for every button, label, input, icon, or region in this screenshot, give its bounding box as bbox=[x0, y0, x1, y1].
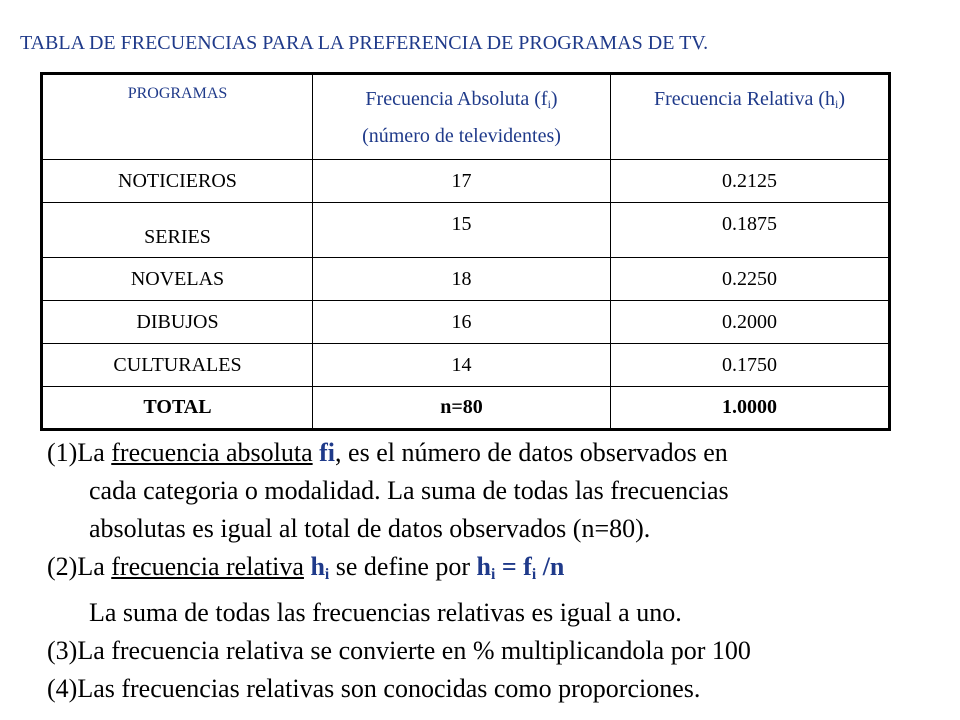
note-2-term: frecuencia relativa bbox=[111, 552, 304, 581]
header-fr-close: ) bbox=[838, 88, 846, 110]
table-header-row bbox=[42, 74, 890, 160]
header-frecuencia-absoluta bbox=[313, 74, 611, 160]
cell-fi: 15 bbox=[313, 203, 611, 258]
header-fa-sub: i bbox=[547, 97, 551, 111]
note-2-formula-eq: = f bbox=[495, 552, 532, 581]
cell-total-fi: n=80 bbox=[313, 387, 611, 430]
cell-programa: NOTICIEROS bbox=[42, 160, 313, 203]
notes-section bbox=[47, 434, 947, 708]
cell-fi: 16 bbox=[313, 301, 611, 344]
table-row bbox=[42, 258, 890, 301]
note-1 bbox=[47, 434, 947, 472]
cell-hi: 0.2125 bbox=[611, 160, 890, 203]
note-1-term: frecuencia absoluta bbox=[111, 438, 313, 467]
cell-fi: 17 bbox=[313, 160, 611, 203]
note-3: (3)La frecuencia relativa se convierte en % multiplicandola por 100 bbox=[47, 635, 751, 665]
page-title: TABLA DE FRECUENCIAS PARA LA PREFERENCIA DE PROGRAMAS DE TV. bbox=[20, 32, 709, 54]
note-1-prefix: (1)La bbox=[47, 438, 112, 467]
note-2-mid: se define por bbox=[329, 552, 477, 581]
cell-hi: 0.2250 bbox=[611, 258, 890, 301]
table-row bbox=[42, 203, 890, 258]
cell-programa: DIBUJOS bbox=[42, 301, 313, 344]
note-2-formula-i2: i bbox=[531, 565, 537, 583]
header-programas bbox=[42, 74, 313, 160]
note-1-line2: cada categoria o modalidad. La suma de todas las frecuencias bbox=[89, 476, 729, 505]
table-row bbox=[42, 301, 890, 344]
cell-hi: 0.2000 bbox=[611, 301, 890, 344]
cell-programa: NOVELAS bbox=[42, 258, 313, 301]
note-1-line3: absolutas es igual al total de datos observados (n=80). bbox=[89, 514, 651, 543]
cell-fi: 18 bbox=[313, 258, 611, 301]
cell-total-label: TOTAL bbox=[42, 387, 313, 430]
note-1-rest: , es el número de datos observados en bbox=[335, 438, 728, 467]
table-row bbox=[42, 160, 890, 203]
note-2-symbol-i: i bbox=[324, 565, 330, 583]
header-programas-label: PROGRAMAS bbox=[127, 85, 228, 102]
note-2-formula-i1: i bbox=[491, 565, 496, 583]
note-2-line2: La suma de todas las frecuencias relativas es igual a uno. bbox=[89, 597, 682, 627]
note-2-formula-h: h bbox=[476, 552, 492, 581]
cell-hi: 0.1875 bbox=[611, 203, 890, 258]
note-2-symbol-h: h bbox=[310, 552, 325, 581]
header-fr-sub: i bbox=[835, 97, 839, 111]
cell-fi: 14 bbox=[313, 344, 611, 387]
cell-programa: SERIES bbox=[42, 203, 313, 258]
header-fr-text: Frecuencia Relativa (h bbox=[653, 88, 835, 110]
frequency-table bbox=[40, 72, 891, 431]
cell-hi: 0.1750 bbox=[611, 344, 890, 387]
header-fa-subtitle: (número de televidentes) bbox=[362, 125, 561, 147]
cell-total-hi: 1.0000 bbox=[611, 387, 890, 430]
note-2 bbox=[47, 548, 947, 594]
table-row bbox=[42, 344, 890, 387]
table-total-row bbox=[42, 387, 890, 430]
header-frecuencia-relativa bbox=[611, 74, 890, 160]
note-2-formula-end: /n bbox=[536, 552, 565, 581]
note-1-symbol: fi bbox=[319, 438, 336, 467]
header-fa-text: Frecuencia Absoluta (f bbox=[365, 88, 548, 110]
note-4: (4)Las frecuencias relativas son conocidas como proporciones. bbox=[47, 673, 701, 703]
note-2-prefix: (2)La bbox=[47, 552, 112, 581]
header-fa-close: ) bbox=[550, 88, 558, 110]
cell-programa: CULTURALES bbox=[42, 344, 313, 387]
